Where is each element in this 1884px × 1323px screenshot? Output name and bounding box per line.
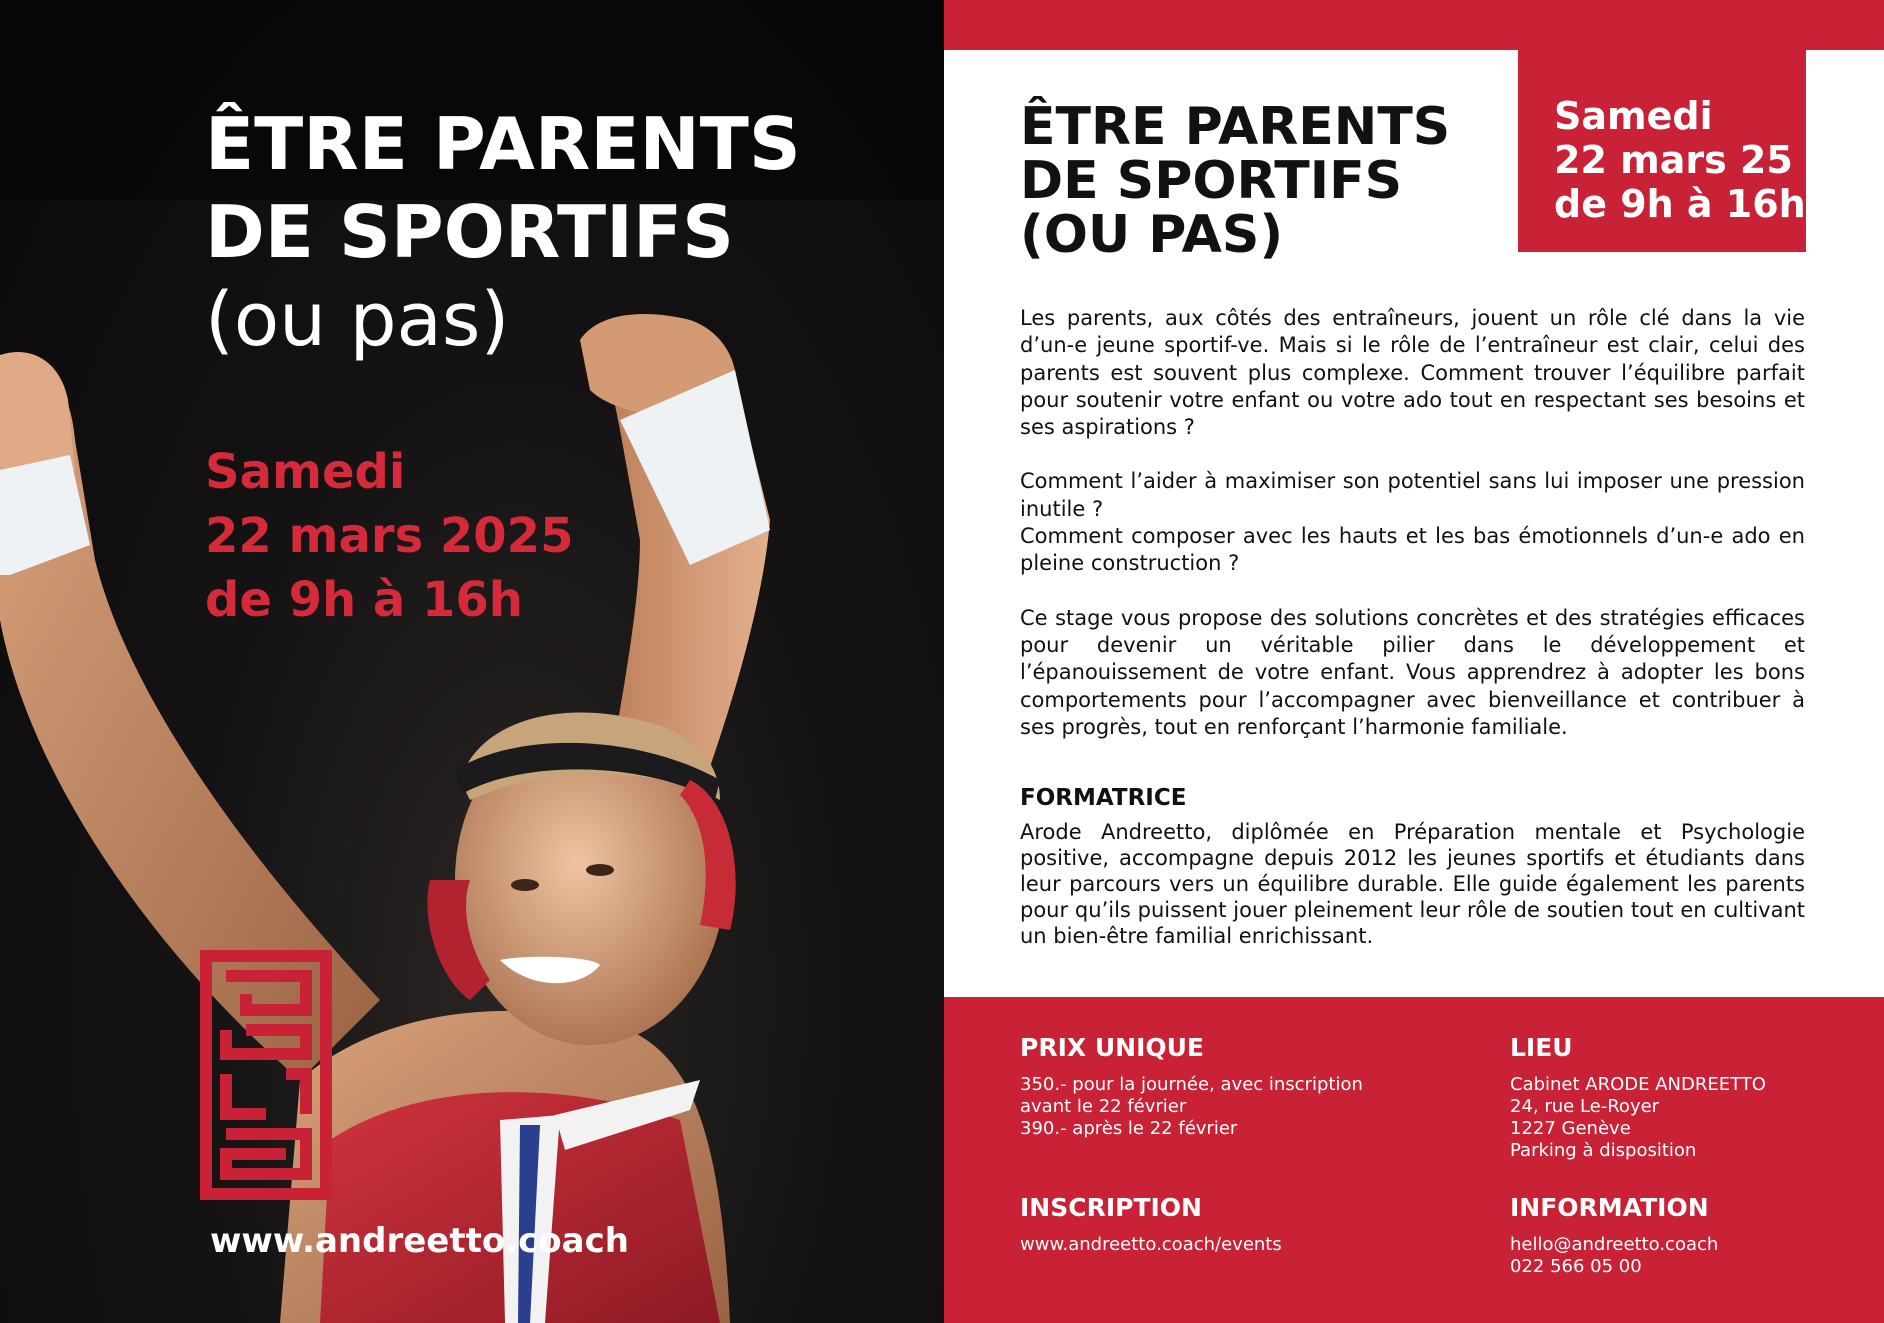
information-block [1510, 1193, 1718, 1278]
left-date-full: 22 mars 2025 [205, 508, 574, 564]
andreetto-logo-icon [200, 950, 332, 1200]
information-email-link[interactable]: hello@andreetto.coach [1510, 1234, 1719, 1255]
lieu-line-1: Cabinet ARODE ANDREETTO [1510, 1074, 1766, 1095]
lieu-block [1510, 1033, 1766, 1162]
date-box-day: Samedi [1554, 94, 1713, 138]
description [1020, 305, 1805, 768]
information-phone: 022 566 05 00 [1510, 1256, 1642, 1277]
left-title-line-3: (ou pas) [205, 277, 510, 363]
lieu-heading: LIEU [1510, 1033, 1573, 1062]
date-box [1518, 50, 1806, 252]
inscription-heading: INSCRIPTION [1020, 1193, 1202, 1222]
right-title-line-2: DE SPORTIFS [1020, 151, 1403, 211]
top-red-bar [944, 0, 1884, 50]
inscription-link[interactable]: www.andreetto.coach/events [1020, 1234, 1282, 1255]
left-website-link[interactable]: www.andreetto.coach [210, 1221, 629, 1261]
lieu-line-3: 1227 Genève [1510, 1118, 1631, 1139]
description-paragraph-4: Ce stage vous propose des solutions concrètes et des stratégies efficaces pour devenir un véritable pilier dans le développement et l’épanouissement de votre enfant. Vous apprendrez à adopter les bons comportements pour l’accompagner avec bienveillance et contribuer à ses progrès, tout en renforçant l’harmonie familiale. [1020, 605, 1805, 739]
right-panel [944, 0, 1884, 1323]
date-box-hours: de 9h à 16h [1554, 182, 1806, 226]
description-paragraph-1: Les parents, aux côtés des entraîneurs, jouent un rôle clé dans la vie d’un-e jeune sportif-ve. Mais si le rôle de l’entraîneur est clair, celui des parents est souvent plus complexe. Comment trouver l’équilibre parfait pour soutenir votre enfant ou votre ado tout en respectant ses besoins et ses aspirations ? [1020, 306, 1805, 440]
left-date-hours: de 9h à 16h [205, 572, 523, 628]
formatrice-text: Arode Andreetto, diplômée en Préparation mentale et Psychologie positive, accompagne depuis 2012 les jeunes sportifs et étudiants dans leur parcours vers un équilibre durable. Elle guide également les parents pour qu’ils puissent jouer pleinement leur rôle de soutien tout en cultivant un bien-être familial enrichissant. [1020, 820, 1805, 948]
right-title [1020, 97, 1451, 265]
prix-heading: PRIX UNIQUE [1020, 1033, 1205, 1062]
information-heading: INFORMATION [1510, 1193, 1709, 1222]
right-title-line-3: (OU PAS) [1020, 205, 1284, 265]
description-paragraph-2: Comment l’aider à maximiser son potentiel sans lui imposer une pression inutile ? [1020, 469, 1805, 521]
left-title-line-1: ÊTRE PARENTS [205, 102, 801, 186]
prix-line-3: 390.- après le 22 février [1020, 1118, 1238, 1139]
inscription-block [1020, 1193, 1282, 1256]
left-title-line-2: DE SPORTIFS [205, 190, 734, 274]
prix-line-1: 350.- pour la journée, avec inscription [1020, 1074, 1363, 1095]
left-title [205, 100, 801, 364]
lieu-line-4: Parking à disposition [1510, 1140, 1697, 1161]
lieu-line-2: 24, rue Le-Royer [1510, 1096, 1660, 1117]
right-title-line-1: ÊTRE PARENTS [1020, 97, 1451, 157]
description-paragraph-3: Comment composer avec les hauts et les bas émotionnels d’un-e ado en pleine construction ? [1020, 524, 1805, 576]
left-event-date [205, 440, 573, 632]
date-box-date: 22 mars 25 [1554, 138, 1793, 182]
prix-line-2: avant le 22 février [1020, 1096, 1187, 1117]
formatrice-heading: FORMATRICE [1020, 785, 1187, 811]
left-date-day: Samedi [205, 444, 406, 500]
prix-block [1020, 1033, 1363, 1140]
info-band [944, 997, 1884, 1323]
